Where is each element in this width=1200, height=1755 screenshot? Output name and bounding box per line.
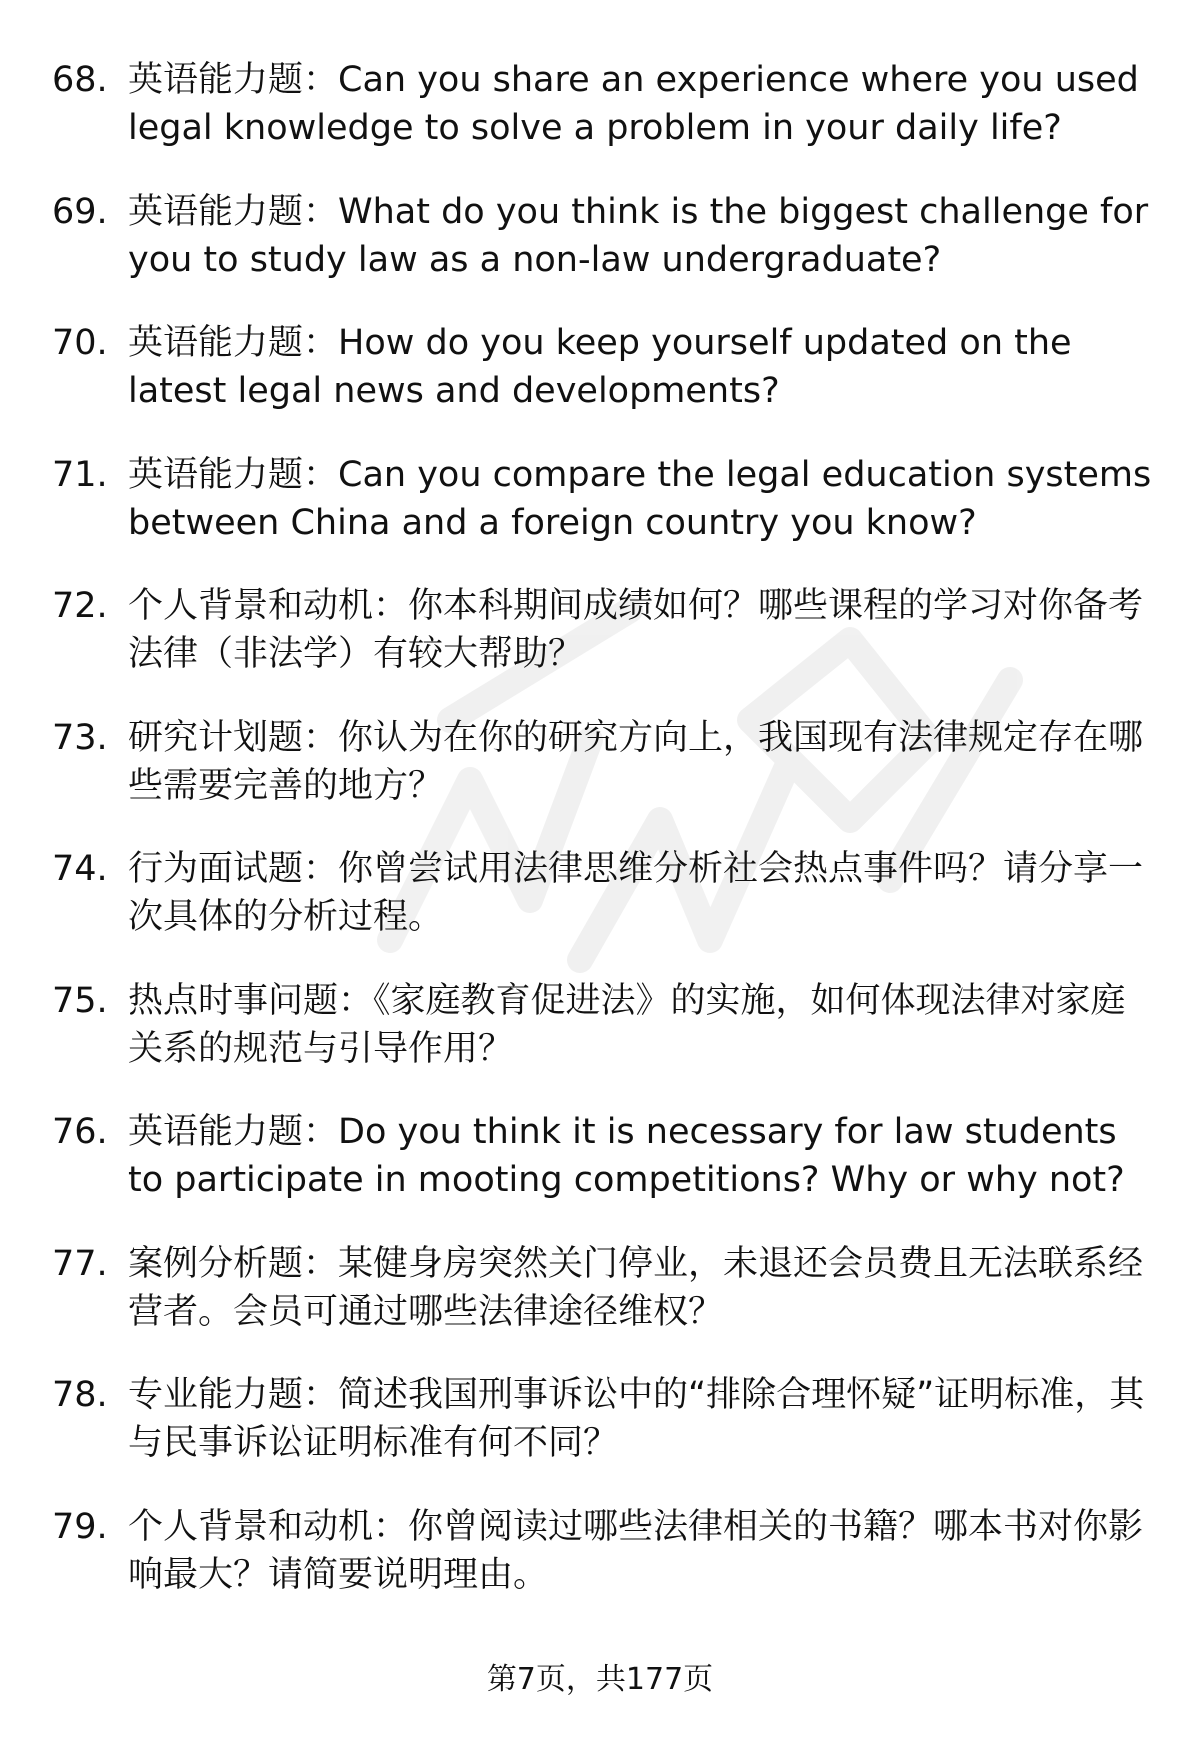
question-list [0,56,1200,1634]
question-number: 69. [52,191,108,232]
question-number: 76. [52,1112,108,1152]
question-item [0,451,1200,583]
question-item [0,582,1200,714]
question-number: 68. [52,60,108,100]
question-item [0,188,1200,320]
question-number: 79. [52,1506,108,1547]
question-item [0,845,1200,977]
question-text: 专业能力题：简述我国刑事诉讼中的“排除合理怀疑”证明标准，其与民事诉讼证明标准有何不同？ [128,1375,1145,1463]
question-text: 案例分析题：某健身房突然关门停业，未退还会员费且无法联系经营者。会员可通过哪些法律途径维权？ [128,1243,1144,1332]
question-text: 行为面试题：你曾尝试用法律思维分析社会热点事件吗？请分享一次具体的分析过程。 [128,849,1144,937]
question-number: 75. [52,980,108,1021]
question-number: 70. [52,323,108,363]
question-number: 74. [52,849,108,889]
question-text: 热点时事问题：《家庭教育促进法》的实施，如何体现法律对家庭关系的规范与引导作用？ [128,980,1126,1069]
question-number: 78. [52,1375,108,1415]
question-number: 73. [52,717,108,758]
question-item [0,1503,1200,1635]
question-number: 77. [52,1243,108,1284]
question-item [0,319,1200,451]
question-text: 英语能力题：Do you think it is necessary for law students to participate in mooting competitions? Why or why not? [128,1112,1125,1200]
question-item [0,977,1200,1109]
question-text: 英语能力题：How do you keep yourself updated on the latest legal news and developments? [128,323,1072,411]
question-text: 个人背景和动机：你本科期间成绩如何？哪些课程的学习对你备考法律（非法学）有较大帮助？ [128,586,1144,674]
question-item [0,56,1200,188]
question-item [0,1240,1200,1372]
question-text: 英语能力题：Can you compare the legal education systems between China and a foreign country you know? [128,454,1152,543]
question-number: 71. [52,454,108,495]
question-text: 英语能力题：Can you share an experience where you used legal knowledge to solve a problem in your daily life? [128,60,1139,148]
question-text: 研究计划题：你认为在你的研究方向上，我国现有法律规定存在哪些需要完善的地方？ [128,717,1144,806]
page-footer: 第7页，共177页 [486,1662,714,1697]
question-text: 英语能力题：What do you think is the biggest challenge for you to study law as a non-law undergraduate? [128,191,1149,280]
question-item [0,714,1200,846]
question-item [0,1108,1200,1240]
question-text: 个人背景和动机：你曾阅读过哪些法律相关的书籍？哪本书对你影响最大？请简要说明理由。 [128,1506,1144,1595]
question-number: 72. [52,586,108,626]
question-item [0,1371,1200,1503]
